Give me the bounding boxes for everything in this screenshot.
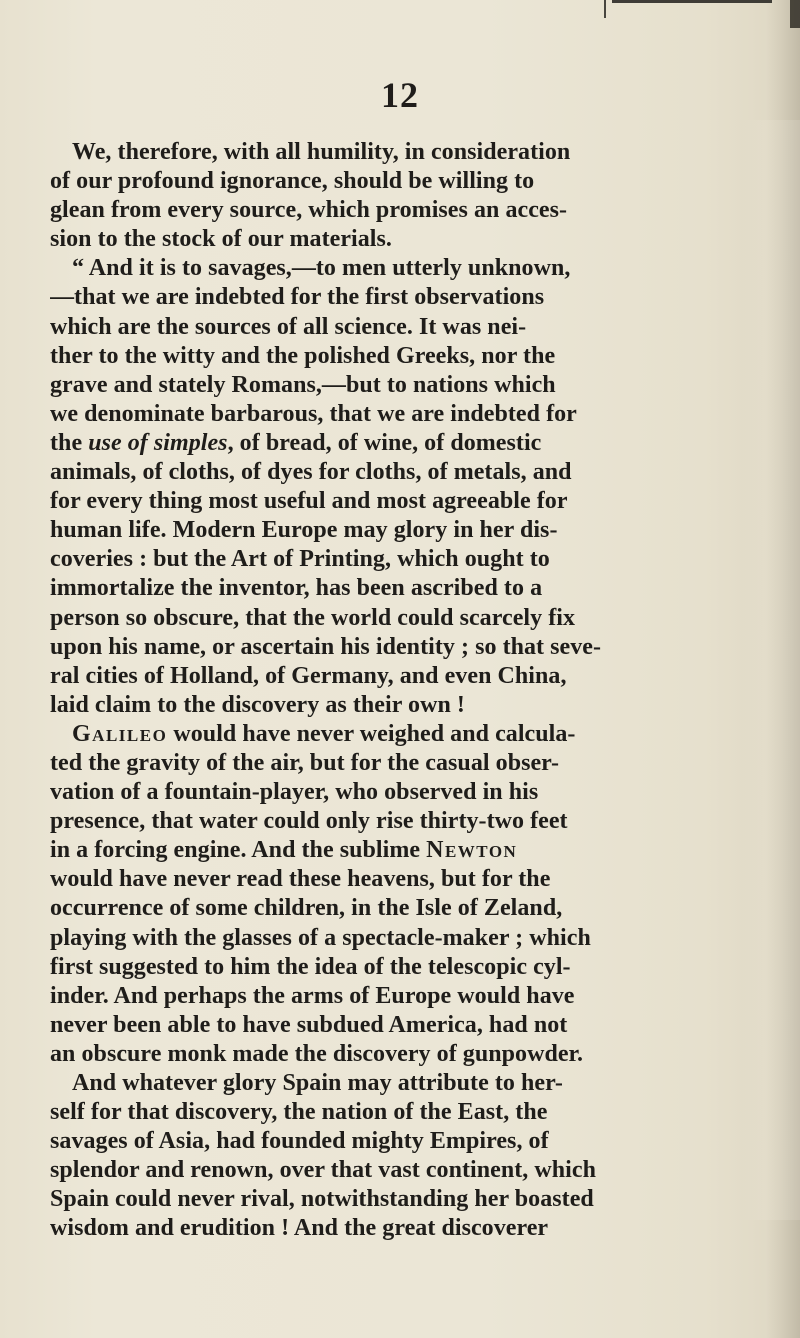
page-number: 12 [381, 75, 419, 115]
text-line: human life. Modern Europe may glory in her dis- [50, 517, 558, 544]
text-line: person so obscure, that the world could scarcely fix [50, 604, 576, 631]
text-line: ral cities of Holland, of Germany, and even China, [50, 662, 567, 689]
text-line: an obscure monk made the discovery of gunpowder. [50, 1040, 584, 1067]
text-line: which are the sources of all science. It was nei- [50, 313, 527, 340]
text-line [50, 720, 790, 749]
text-line: never been able to have subdued America, had not [50, 1011, 568, 1038]
text-line: ted the gravity of the air, but for the casual obser- [50, 749, 560, 776]
text-line [50, 836, 790, 865]
text-line: immortalize the inventor, has been ascribed to a [50, 575, 543, 602]
corner-mark [790, 0, 800, 28]
text-line: upon his name, or ascertain his identity ; so that seve- [50, 633, 602, 660]
text-line: we denominate barbarous, that we are indebted for [50, 400, 577, 427]
text-segment: the [50, 429, 89, 456]
text-line: grave and stately Romans,—but to nations which [50, 371, 556, 398]
text-line: first suggested to him the idea of the telescopic cyl- [50, 953, 571, 980]
text-line: of our profound ignorance, should be willing to [50, 168, 535, 195]
small-caps-name: Newton [426, 837, 518, 864]
text-line: ther to the witty and the polished Greeks, nor the [50, 342, 556, 369]
text-line: glean from every source, which promises an acces- [50, 197, 568, 224]
body-text [50, 138, 790, 1244]
text-line: “ And it is to savages,—to men utterly unknown, [72, 255, 571, 282]
text-line: savages of Asia, had founded mighty Empires, of [50, 1128, 549, 1155]
text-line: coveries : but the Art of Printing, which ought to [50, 546, 550, 573]
italic-phrase: use of simples [88, 429, 228, 456]
text-line: playing with the glasses of a spectacle-maker ; which [50, 924, 591, 951]
text-line [50, 429, 790, 458]
text-segment: , of bread, of wine, of domestic [227, 429, 542, 456]
text-segment: in a forcing engine. And the sublime [50, 837, 427, 864]
text-line: wisdom and erudition ! And the great discoverer [50, 1215, 549, 1242]
text-line: splendor and renown, over that vast continent, which [50, 1157, 596, 1184]
text-line: inder. And perhaps the arms of Europe would have [50, 982, 575, 1009]
text-line: sion to the stock of our materials. [50, 226, 392, 253]
text-line: And whatever glory Spain may attribute to her- [72, 1070, 563, 1096]
text-line: —that we are indebted for the first observations [50, 284, 545, 311]
text-line: presence, that water could only rise thirty-two feet [50, 808, 568, 835]
text-line: self for that discovery, the nation of the East, the [50, 1099, 548, 1126]
top-edge-rule [612, 0, 772, 3]
text-line: We, therefore, with all humility, in consideration [72, 139, 571, 165]
text-line: for every thing most useful and most agreeable for [50, 488, 568, 515]
text-line: laid claim to the discovery as their own ! [50, 691, 465, 718]
text-line: occurrence of some children, in the Isle of Zeland, [50, 895, 563, 922]
top-edge-tick [604, 0, 606, 18]
text-line: would have never read these heavens, but for the [50, 866, 551, 893]
text-line: vation of a fountain-player, who observed in his [50, 779, 539, 806]
text-segment: would have never weighed and calcula- [167, 720, 576, 747]
small-caps-name: Galileo [72, 720, 168, 747]
text-line: animals, of cloths, of dyes for cloths, of metals, and [50, 459, 572, 486]
text-line: Spain could never rival, notwithstanding her boasted [50, 1186, 594, 1213]
